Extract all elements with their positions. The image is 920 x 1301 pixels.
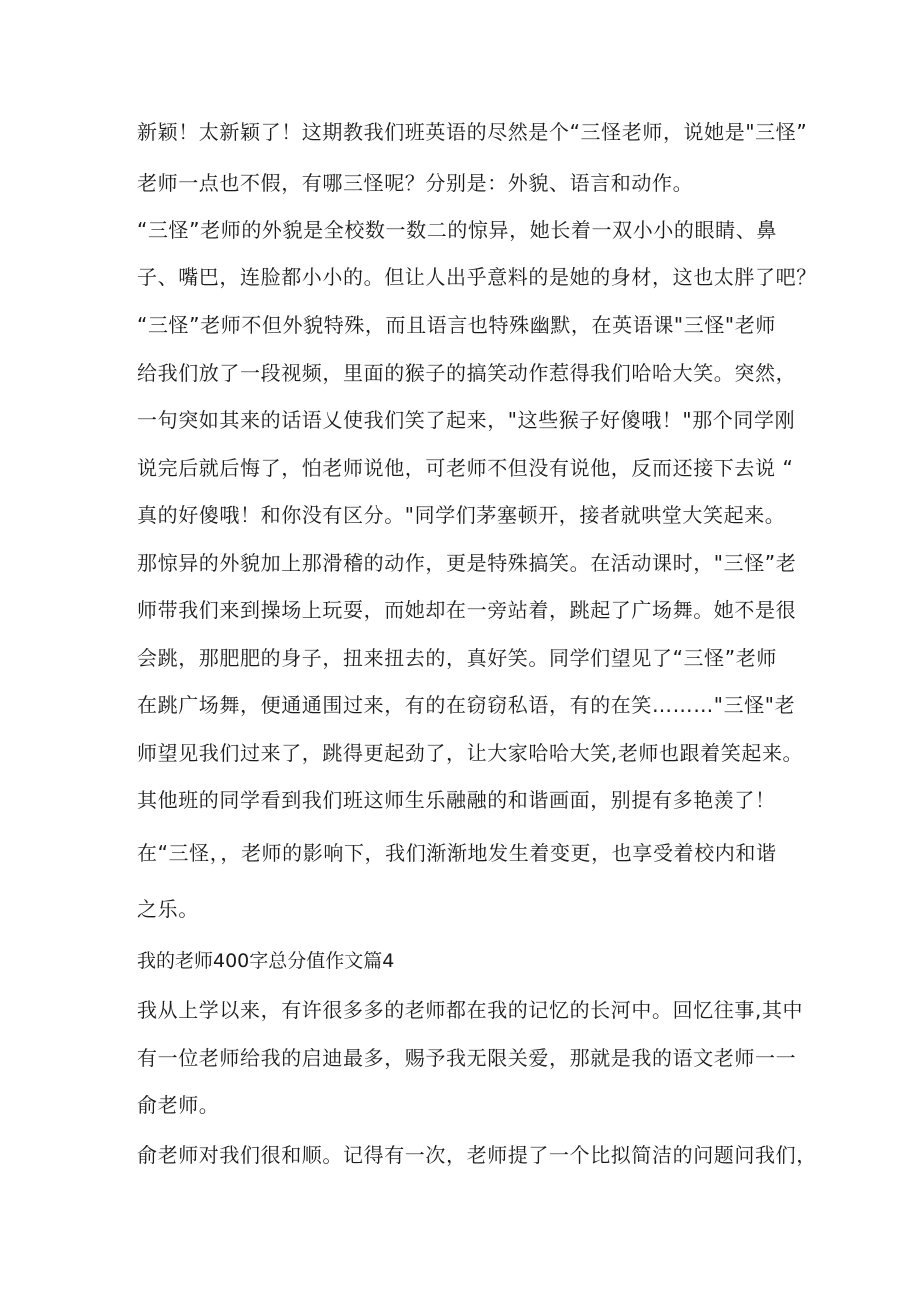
text-line: 会跳，那肥肥的身子，扭来扭去的，真好笑。同学们望见了“三怪”老师 — [137, 646, 777, 670]
text-line: 老师一点也不假，有哪三怪呢？分别是：外貌、语言和动作。 — [137, 171, 694, 195]
section-heading: 我的老师400字总分值作文篇4 — [137, 950, 395, 972]
text-line: 那惊异的外貌加上那滑稽的动作，更是特殊搞笑。在活动课时，"三怪”老 — [137, 551, 797, 575]
text-line: 有一位老师给我的启迪最多，赐予我无限关爱，那就是我的语文老师一一 — [137, 1046, 797, 1070]
text-line: 真的好傻哦！和你没有区分。"同学们茅塞顿开，接者就哄堂大笑起来。 — [137, 503, 786, 527]
text-line: 我从上学以来，有许很多多的老师都在我的记忆的长河中。回忆往事,其中 — [137, 998, 804, 1022]
text-line: “三怪”老师的外貌是全校数一数二的惊异，她长着一双小小的眼睛、鼻 — [137, 218, 777, 242]
text-line: 之乐。 — [137, 897, 199, 921]
text-line: 子、嘴巴，连脸都小小的。但让人出乎意料的是她的身材，这也太胖了吧？ — [137, 265, 817, 289]
text-line: 一句突如其来的话语乂使我们笑了起来，"这些猴子好傻哦！"那个同学刚 — [137, 408, 796, 432]
text-line: 其他班的同学看到我们班这师生乐融融的和谐画面，别提有多艳羡了！ — [137, 788, 776, 812]
text-line: 师望见我们过来了，跳得更起劲了，让大家哈哈大笑,老师也跟着笑起来。 — [137, 741, 804, 765]
text-line: 说完后就后悔了，怕老师说他，可老师不但没有说他，反而还接下去说 “ — [137, 456, 794, 480]
text-line: 俞老师。 — [137, 1093, 220, 1117]
text-line: 俞老师对我们很和顺。记得有一次，老师提了一个比拟简洁的问题问我们， — [137, 1143, 817, 1167]
text-line: “三怪”老师不但外貌特殊，而且语言也特殊幽默，在英语课"三怪"老师 — [137, 313, 776, 337]
text-line: 新颖！太新颖了！这期教我们班英语的尽然是个“三怪老师，说她是"三怪” — [137, 120, 808, 144]
text-line: 师带我们来到操场上玩耍，而她却在一旁站着，跳起了广场舞。她不是很 — [137, 598, 797, 622]
text-line: 在跳广场舞，便通通围过来，有的在窃窃私语，有的在笑………"三怪"老 — [137, 693, 796, 717]
text-line: 给我们放了一段视频，里面的猴子的搞笑动作惹得我们哈哈大笑。突然， — [137, 361, 797, 385]
text-line: 在“三怪，，老师的影响下，我们渐渐地发生着变更，也享受着校内和谐 — [137, 841, 777, 865]
